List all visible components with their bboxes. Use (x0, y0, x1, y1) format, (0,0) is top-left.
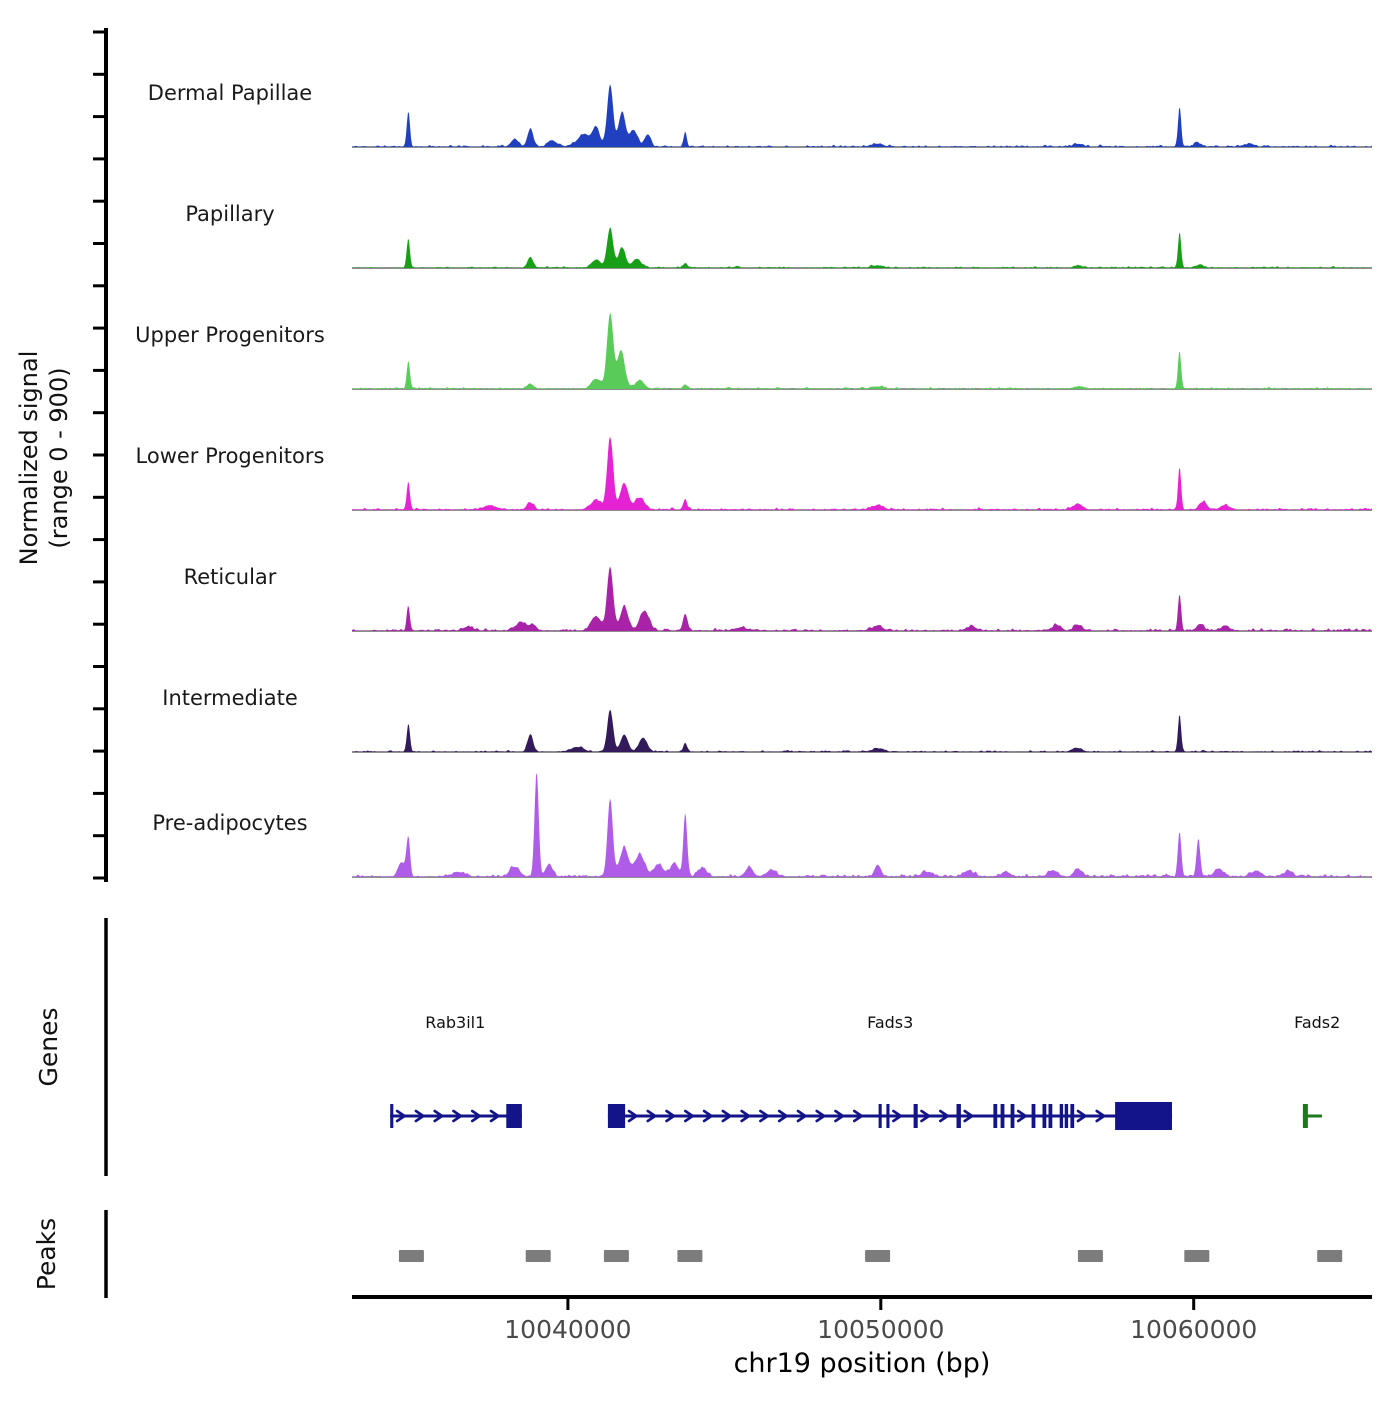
peaks-panel-label: Peaks (32, 1217, 61, 1291)
gene-exon (1303, 1104, 1308, 1128)
track-label-intermediate: Intermediate (162, 686, 298, 710)
gene-exon (879, 1104, 882, 1128)
signal-area-upper-progenitors (352, 313, 1372, 389)
gene-label-fads2: Fads2 (1294, 1013, 1341, 1032)
gene-exon (957, 1104, 961, 1128)
gene-exon (1065, 1104, 1068, 1128)
signal-area-dermal-papillae (352, 84, 1372, 147)
gene-exon (1011, 1104, 1015, 1128)
track-label-papillary: Papillary (185, 202, 275, 226)
track-label-lower-progenitors: Lower Progenitors (135, 444, 325, 468)
track-label-pre-adipocytes: Pre-adipocytes (152, 811, 308, 835)
gene-exon (1049, 1104, 1053, 1128)
gene-rab3il1 (390, 1013, 522, 1128)
signal-area-intermediate (352, 710, 1372, 753)
signal-tracks-group (135, 81, 1372, 877)
track-label-dermal-papillae: Dermal Papillae (147, 81, 313, 105)
gene-fads3 (608, 1013, 1172, 1130)
signal-track-upper-progenitors (135, 313, 1372, 389)
genes-group (390, 1013, 1340, 1130)
peak-box (1078, 1250, 1103, 1262)
gene-exon (886, 1104, 889, 1128)
y-axis-label-line1: Normalized signal (15, 350, 43, 566)
gene-exon (1070, 1104, 1074, 1128)
x-tick-label: 10040000 (504, 1315, 632, 1344)
signal-track-pre-adipocytes (152, 773, 1372, 877)
peak-box (526, 1250, 551, 1262)
x-axis-ticks (504, 1297, 1257, 1344)
gene-exon (1032, 1104, 1036, 1128)
x-tick-label: 10050000 (817, 1315, 945, 1344)
signal-track-papillary (185, 202, 1372, 268)
gene-label-rab3il1: Rab3il1 (425, 1013, 486, 1032)
signal-axis-ticks (93, 32, 106, 878)
track-label-reticular: Reticular (183, 565, 277, 589)
x-tick-label: 10060000 (1130, 1315, 1258, 1344)
gene-exon (1115, 1102, 1172, 1130)
gene-label-fads3: Fads3 (867, 1013, 914, 1032)
signal-area-pre-adipocytes (352, 773, 1372, 877)
x-axis-label: chr19 position (bp) (733, 1348, 991, 1379)
y-axis-label-line2: (range 0 - 900) (45, 367, 73, 549)
signal-area-papillary (352, 227, 1372, 268)
signal-track-intermediate (162, 686, 1372, 752)
peak-boxes-group (399, 1250, 1342, 1262)
peak-box (399, 1250, 424, 1262)
signal-area-reticular (352, 566, 1372, 631)
signal-track-dermal-papillae (148, 81, 1372, 147)
gene-exon (390, 1104, 393, 1128)
peak-box (1317, 1250, 1342, 1262)
signal-track-reticular (184, 565, 1372, 631)
gene-exon (506, 1104, 522, 1128)
gene-exon (1043, 1104, 1047, 1128)
peak-box (677, 1250, 702, 1262)
gene-exon (914, 1104, 918, 1128)
gene-fads2 (1294, 1013, 1340, 1128)
gene-exon (993, 1104, 997, 1128)
peak-box (1184, 1250, 1209, 1262)
gene-exon (608, 1104, 625, 1128)
gene-exon (1060, 1104, 1063, 1128)
genes-panel-label: Genes (34, 1007, 63, 1087)
peak-box (865, 1250, 890, 1262)
signal-track-lower-progenitors (136, 437, 1372, 510)
signal-area-lower-progenitors (352, 437, 1372, 510)
peak-box (604, 1250, 629, 1262)
track-label-upper-progenitors: Upper Progenitors (135, 323, 325, 347)
gene-exon (1001, 1104, 1005, 1128)
